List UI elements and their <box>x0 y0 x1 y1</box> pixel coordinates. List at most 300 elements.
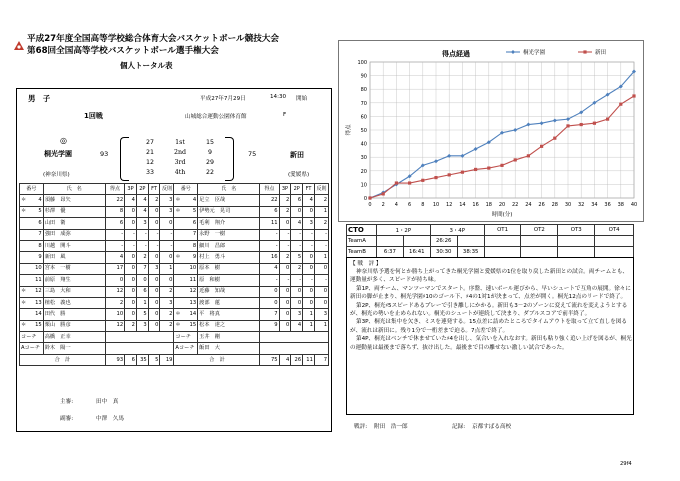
team-a-score: 93 <box>100 150 109 158</box>
player-name: 杉澤 優 <box>43 206 105 217</box>
x-axis-label: 時間(分) <box>491 212 513 218</box>
jersey-number: 12 <box>189 288 197 295</box>
q4-label: 4th <box>174 169 186 176</box>
player-pts: - <box>260 229 279 240</box>
player-name: 渡部 蓮 <box>198 297 260 308</box>
starter-mark: ＊ <box>21 208 27 215</box>
q2-label: 2nd <box>173 149 187 156</box>
y-tick-label: 20 <box>360 168 367 175</box>
cto-label: CTO <box>347 225 377 236</box>
total-b-pts: 75 <box>260 354 279 365</box>
player-number <box>20 263 44 274</box>
player-p2: 0 <box>291 206 303 217</box>
cto-team-a-label: TeamA <box>347 236 377 247</box>
jersey-number: 5 <box>192 208 197 215</box>
reporter-name: 附田 浩一郎 <box>374 424 408 430</box>
page-number: 29f4 <box>620 461 632 467</box>
player-p2: 4 <box>291 320 303 331</box>
player-pts: - <box>105 240 124 251</box>
score-progress-chart <box>338 40 644 222</box>
totals-label: 合 計 <box>174 354 260 365</box>
header-pf-b: 反則 <box>314 184 328 195</box>
x-tick-label: 40 <box>630 202 638 208</box>
jersey-number: 10 <box>35 265 42 272</box>
coach-blank <box>105 332 174 343</box>
player-name: 植松 義也 <box>43 297 105 308</box>
total-b-ft: 11 <box>303 354 315 365</box>
player-name: 前原 翔生 <box>43 275 105 286</box>
starter-mark: ＊ <box>21 299 27 306</box>
cto-a-c3: 26:26 <box>430 236 457 247</box>
player-ft: 0 <box>148 275 160 286</box>
y-tick-label: 40 <box>360 141 367 148</box>
player-p2: 1 <box>136 297 148 308</box>
player-number <box>174 275 198 286</box>
data-point <box>514 158 517 161</box>
player-ft: 0 <box>148 286 160 297</box>
x-tick-label: 36 <box>604 202 611 208</box>
emblem-icon <box>14 35 24 44</box>
jersey-number: 12 <box>35 288 42 295</box>
coach-label: Aコーチ <box>20 343 44 354</box>
jersey-number: 4 <box>192 197 197 204</box>
player-ft: 0 <box>303 263 315 274</box>
cto-a-ot2 <box>521 236 558 247</box>
player-p2: 3 <box>136 320 148 331</box>
player-p2: 4 <box>291 218 303 229</box>
x-tick-label: 30 <box>564 202 572 208</box>
team-a-pref: (神奈川県) <box>43 172 70 178</box>
q2-b: 9 <box>207 149 212 156</box>
bracket-right <box>225 137 234 181</box>
x-tick-label: 6 <box>408 202 412 208</box>
player-pts: 16 <box>260 252 279 263</box>
cto-a-ot4 <box>595 236 634 247</box>
player-ft: - <box>148 240 160 251</box>
review-paragraph: 第1P、両チーム、マンツーマンでスタート。序盤、速いボール運びから、早いシュートで互角の展開。徐々に新田の脚が止まり、桐光学園♯10のゴール下、♯4の1対1が決まって、点差が開く。桐光12点のリードで終了。 <box>350 285 631 301</box>
jersey-number: 11 <box>189 276 197 283</box>
table-row <box>20 320 329 331</box>
cto-b-ot3 <box>558 247 595 258</box>
data-point <box>580 123 583 126</box>
player-pf: 1 <box>314 252 328 263</box>
player-ft: 1 <box>303 320 315 331</box>
player-ft: 4 <box>303 195 315 206</box>
total-a-p3: 6 <box>125 354 137 365</box>
player-ft: 0 <box>303 297 315 308</box>
y-tick-label: 90 <box>360 73 367 80</box>
player-p2: 4 <box>136 206 148 217</box>
quarter-scores <box>140 138 220 178</box>
player-number <box>20 218 44 229</box>
player-number <box>174 297 198 308</box>
player-name: 毛利 翔介 <box>198 218 260 229</box>
player-p3: 2 <box>279 206 291 217</box>
player-p3: - <box>125 240 137 251</box>
cto-b-c2: 16:41 <box>403 247 430 258</box>
player-pf: 0 <box>160 275 174 286</box>
total-a-ft: 5 <box>148 354 160 365</box>
jersey-number: 8 <box>192 242 197 249</box>
player-p3: 0 <box>279 320 291 331</box>
player-p3: 0 <box>279 218 291 229</box>
player-p2: 7 <box>136 263 148 274</box>
player-p2: 6 <box>136 286 148 297</box>
player-number <box>20 286 44 297</box>
jersey-number: 10 <box>189 265 197 272</box>
player-pf: 2 <box>160 320 174 331</box>
cto-table <box>346 224 634 258</box>
x-tick-label: 12 <box>446 202 453 208</box>
player-pf: 3 <box>160 195 174 206</box>
bracket-left <box>120 137 129 181</box>
player-pts: 7 <box>260 309 279 320</box>
player-p3: 0 <box>279 286 291 297</box>
player-pts: 2 <box>105 297 124 308</box>
player-pf: 3 <box>314 309 328 320</box>
player-ft: 3 <box>303 218 315 229</box>
player-p2: 5 <box>291 252 303 263</box>
jersey-number: 7 <box>192 231 197 238</box>
player-pf: 2 <box>314 218 328 229</box>
player-name: 田代 勝 <box>43 309 105 320</box>
table-row <box>20 206 329 217</box>
player-name: 原 和樹 <box>198 275 260 286</box>
player-ft: - <box>148 229 160 240</box>
data-point <box>487 166 490 169</box>
player-number <box>20 240 44 251</box>
cto-a-c4 <box>457 236 484 247</box>
cto-row-team-b <box>347 247 634 258</box>
player-pf: 0 <box>160 218 174 229</box>
q3-a: 12 <box>145 159 154 166</box>
data-point <box>527 154 530 157</box>
team-a-name: 桐光学園 <box>44 150 72 158</box>
jersey-number: 13 <box>189 299 197 306</box>
player-p2: 0 <box>291 297 303 308</box>
player-p3: - <box>279 275 291 286</box>
review-paragraph: 第2P、桐光♯5スピードあるプレーで引き離しにかかる。新田も3－2のゾーンに変えて流れを変えようとするが、桐光の勢いを止められない。桐光のシュートが連続して決まり、ダブルスコアで前半終了。 <box>350 302 628 318</box>
player-p2: - <box>291 275 303 286</box>
round-label: 1回戦 <box>84 112 103 120</box>
table-row <box>20 218 329 229</box>
y-tick-label: 70 <box>360 100 367 107</box>
x-tick-label: 28 <box>551 202 558 208</box>
q4-a: 33 <box>145 169 154 176</box>
cto-b-ot2 <box>521 247 558 258</box>
x-tick-label: 14 <box>459 202 466 208</box>
player-ft: 0 <box>303 252 315 263</box>
jersey-number: 4 <box>38 197 42 204</box>
player-name: 松本 達之 <box>198 320 260 331</box>
player-name: 足立 臣哉 <box>198 195 260 206</box>
cto-header-ot4: OT4 <box>595 225 634 236</box>
player-pts: 0 <box>260 297 279 308</box>
player-p3: - <box>125 229 137 240</box>
review-paragraph: 第4P、桐光はベンチで休ませていた♯4を出し、気合いを入れなおす。新田も粘り強く追い上げを図るが、桐光の運動量は最後まで落ちず、抜け出した。最後まで目の離せない激しい試合であった。 <box>350 336 632 351</box>
cto-header-12p: 1・2P <box>376 225 430 236</box>
cto-b-c1: 6:37 <box>376 247 403 258</box>
player-pts: 8 <box>105 206 124 217</box>
player-number <box>20 206 44 217</box>
data-point <box>500 164 503 167</box>
player-number <box>20 275 44 286</box>
player-ft: 0 <box>148 320 160 331</box>
player-pts: 0 <box>105 275 124 286</box>
x-tick-label: 20 <box>498 202 506 208</box>
header-2p-a: 2P <box>136 184 148 195</box>
coach-name: 鈴木 陽一 <box>43 343 105 354</box>
venue: 山城総合運動公園体育館 <box>185 114 247 120</box>
player-ft: 0 <box>303 206 315 217</box>
umpire-label: 副審: <box>60 416 74 422</box>
player-pf: 1 <box>160 263 174 274</box>
player-pts: 4 <box>105 252 124 263</box>
y-tick-label: 80 <box>360 87 367 94</box>
table-row <box>20 275 329 286</box>
player-ft: - <box>303 229 315 240</box>
coach-label: コーチ <box>20 332 44 343</box>
header-3p-b: 3P <box>279 184 291 195</box>
player-pf: 2 <box>160 286 174 297</box>
player-number <box>174 229 198 240</box>
cto-a-c2 <box>403 236 430 247</box>
player-number <box>20 252 44 263</box>
player-pf: - <box>314 240 328 251</box>
q1-label: 1st <box>175 139 185 146</box>
starter-mark: ＊ <box>21 197 27 204</box>
header-2p-b: 2P <box>291 184 303 195</box>
starter-mark: ＊ <box>21 322 27 329</box>
player-pts: 9 <box>260 320 279 331</box>
player-ft: 0 <box>148 218 160 229</box>
player-p3: 0 <box>125 297 137 308</box>
player-pts: 12 <box>105 286 124 297</box>
player-p3: 0 <box>279 263 291 274</box>
review-paragraph: 神奈川県予選を何とか勝ち上がってきた桐光学園と愛媛県の1位を取り戻した新田との試合。両チームとも、運動量が多く、スピードが持ち味。 <box>350 269 629 284</box>
player-p2: 4 <box>136 195 148 206</box>
player-pts: 6 <box>260 206 279 217</box>
starter-mark: ＊ <box>175 254 181 261</box>
data-point <box>408 181 411 184</box>
player-pts: 0 <box>260 286 279 297</box>
legend-marker <box>583 50 586 53</box>
starter-mark: ＊ <box>21 288 27 295</box>
q3-label: 3rd <box>174 159 186 166</box>
jersey-number: 5 <box>38 208 42 215</box>
player-name: 宮本 一樹 <box>43 263 105 274</box>
player-p3: 0 <box>125 218 137 229</box>
x-tick-label: 2 <box>381 202 385 208</box>
player-pf: 0 <box>314 297 328 308</box>
player-name: 川越 開斗 <box>43 240 105 251</box>
q1-a: 27 <box>145 139 154 146</box>
jersey-number: 15 <box>35 322 42 329</box>
coach-row <box>20 332 329 343</box>
coach-label: コーチ <box>174 332 198 343</box>
player-p3: 4 <box>125 195 137 206</box>
data-point <box>421 179 424 182</box>
player-number <box>174 195 198 206</box>
jersey-number: 13 <box>35 299 42 306</box>
table-row <box>20 240 329 251</box>
player-name: 原本 樹 <box>198 263 260 274</box>
cto-header-ot2: OT2 <box>521 225 558 236</box>
x-tick-label: 16 <box>472 202 479 208</box>
player-ft: - <box>303 275 315 286</box>
jersey-number: 7 <box>38 231 42 238</box>
data-point <box>606 118 609 121</box>
player-pts: - <box>260 275 279 286</box>
player-ft: 1 <box>303 309 315 320</box>
q4-b: 22 <box>205 169 214 176</box>
player-name: 山田 衛 <box>43 218 105 229</box>
q2-a: 21 <box>145 149 154 156</box>
player-pf: - <box>314 229 328 240</box>
jersey-number: 14 <box>189 310 197 317</box>
player-ft: 3 <box>148 263 160 274</box>
header-pts-a: 得点 <box>105 184 124 195</box>
cto-header-row <box>347 225 634 236</box>
player-p2: - <box>136 229 148 240</box>
x-tick-label: 24 <box>525 202 532 208</box>
coach-label: Aコーチ <box>174 343 198 354</box>
total-b-p3: 4 <box>279 354 291 365</box>
jersey-number: 6 <box>38 219 42 226</box>
legend-label: 新田 <box>595 50 607 56</box>
starter-mark: ＊ <box>175 208 181 215</box>
coach-row <box>20 343 329 354</box>
data-point <box>395 181 398 184</box>
cto-header-34p: 3・4P <box>430 225 484 236</box>
totals-label: 合 計 <box>20 354 106 365</box>
player-p3: 0 <box>125 286 137 297</box>
player-ft: - <box>303 240 315 251</box>
player-p3: 2 <box>279 195 291 206</box>
player-name: 細川 昌郎 <box>198 240 260 251</box>
player-number <box>174 320 198 331</box>
table-row <box>20 286 329 297</box>
team-b-name: 新田 <box>290 151 304 159</box>
starter-mark: ＊ <box>175 197 181 204</box>
player-pts: 22 <box>105 195 124 206</box>
player-pf: 3 <box>160 206 174 217</box>
cto-row-team-a <box>347 236 634 247</box>
cto-team-b-label: TeamB <box>347 247 377 258</box>
player-p3: - <box>279 229 291 240</box>
cto-a-ot1 <box>484 236 521 247</box>
header-name-a: 氏 名 <box>43 184 105 195</box>
player-pf: - <box>160 240 174 251</box>
player-p3: 0 <box>125 206 137 217</box>
x-tick-label: 8 <box>421 202 425 208</box>
review-paragraph: 第3P、桐光は集中を欠き、ミスを連発する。15点差に詰めたところでタイムアウトを取って立て直しを図るが、流れは新田に。残り1分で一桁差まで迫る。7点差で終了。 <box>350 319 627 334</box>
player-pts: 4 <box>260 263 279 274</box>
table-row <box>20 252 329 263</box>
player-p3: - <box>279 240 291 251</box>
player-p2: - <box>291 240 303 251</box>
championship-title: 第68回全国高等学校バスケットボール選手権大会 <box>27 46 219 56</box>
totals-row <box>20 354 329 365</box>
q3-b: 29 <box>205 159 214 166</box>
player-name: 新田 風 <box>43 252 105 263</box>
data-point <box>434 176 437 179</box>
cto-header-ot1: OT1 <box>484 225 521 236</box>
player-name: 強田 成弥 <box>43 229 105 240</box>
review-text <box>350 268 632 352</box>
total-b-pf: 7 <box>314 354 328 365</box>
review-title: 【 戦 評 】 <box>350 261 382 267</box>
cto-b-c4: 38:35 <box>457 247 484 258</box>
header-no-a: 番号 <box>20 184 44 195</box>
recorder-name: 京都すばる高校 <box>472 424 512 430</box>
x-tick-label: 26 <box>538 202 545 208</box>
tournament-title: 平成27年度全国高等学校総合体育大会バスケットボール競技大会 <box>27 34 279 44</box>
player-p3: 2 <box>279 252 291 263</box>
table-row <box>20 309 329 320</box>
data-point <box>593 122 596 125</box>
player-pts: 22 <box>260 195 279 206</box>
player-number <box>174 263 198 274</box>
player-number <box>20 297 44 308</box>
player-p2: 0 <box>136 275 148 286</box>
team-b-score: 75 <box>248 150 257 158</box>
player-p2: 3 <box>136 218 148 229</box>
data-point <box>368 196 371 199</box>
player-pf: 3 <box>160 297 174 308</box>
player-name: 三島 大和 <box>43 286 105 297</box>
jersey-number: 14 <box>35 310 42 317</box>
page-subtitle: 個人トータル表 <box>120 61 173 70</box>
q1-b: 15 <box>205 139 214 146</box>
reporter-label: 戦評: <box>354 424 368 430</box>
player-p3: 0 <box>279 309 291 320</box>
player-p2: 5 <box>136 309 148 320</box>
winner-circle-icon: ◎ <box>60 136 67 145</box>
player-p2: - <box>136 240 148 251</box>
cto-a-ot3 <box>558 236 595 247</box>
coach-name: 玉井 剛 <box>198 332 260 343</box>
player-name: 須藤 昂矢 <box>43 195 105 206</box>
player-pts: - <box>260 240 279 251</box>
player-ft: 0 <box>148 206 160 217</box>
data-point <box>448 173 451 176</box>
player-p2: 2 <box>291 263 303 274</box>
coach-name: 飯田 大 <box>198 343 260 354</box>
player-number <box>20 309 44 320</box>
player-pf: - <box>160 229 174 240</box>
starter-mark: ＊ <box>175 322 181 329</box>
y-tick-label: 10 <box>360 182 367 189</box>
player-ft: 2 <box>148 195 160 206</box>
player-number <box>20 229 44 240</box>
coach-blank <box>260 332 329 343</box>
data-point <box>566 124 569 127</box>
x-tick-label: 10 <box>432 202 440 208</box>
legend-label: 桐光学園 <box>523 50 546 56</box>
player-number <box>174 286 198 297</box>
table-row <box>20 195 329 206</box>
y-axis-label: 得点 <box>346 124 352 136</box>
player-ft: 0 <box>148 252 160 263</box>
coach-blank <box>105 343 174 354</box>
player-pf: 0 <box>314 263 328 274</box>
header-3p-a: 3P <box>125 184 137 195</box>
data-point <box>553 137 556 140</box>
player-number <box>20 320 44 331</box>
data-point <box>619 103 622 106</box>
player-name: 栗山 勝彦 <box>43 320 105 331</box>
